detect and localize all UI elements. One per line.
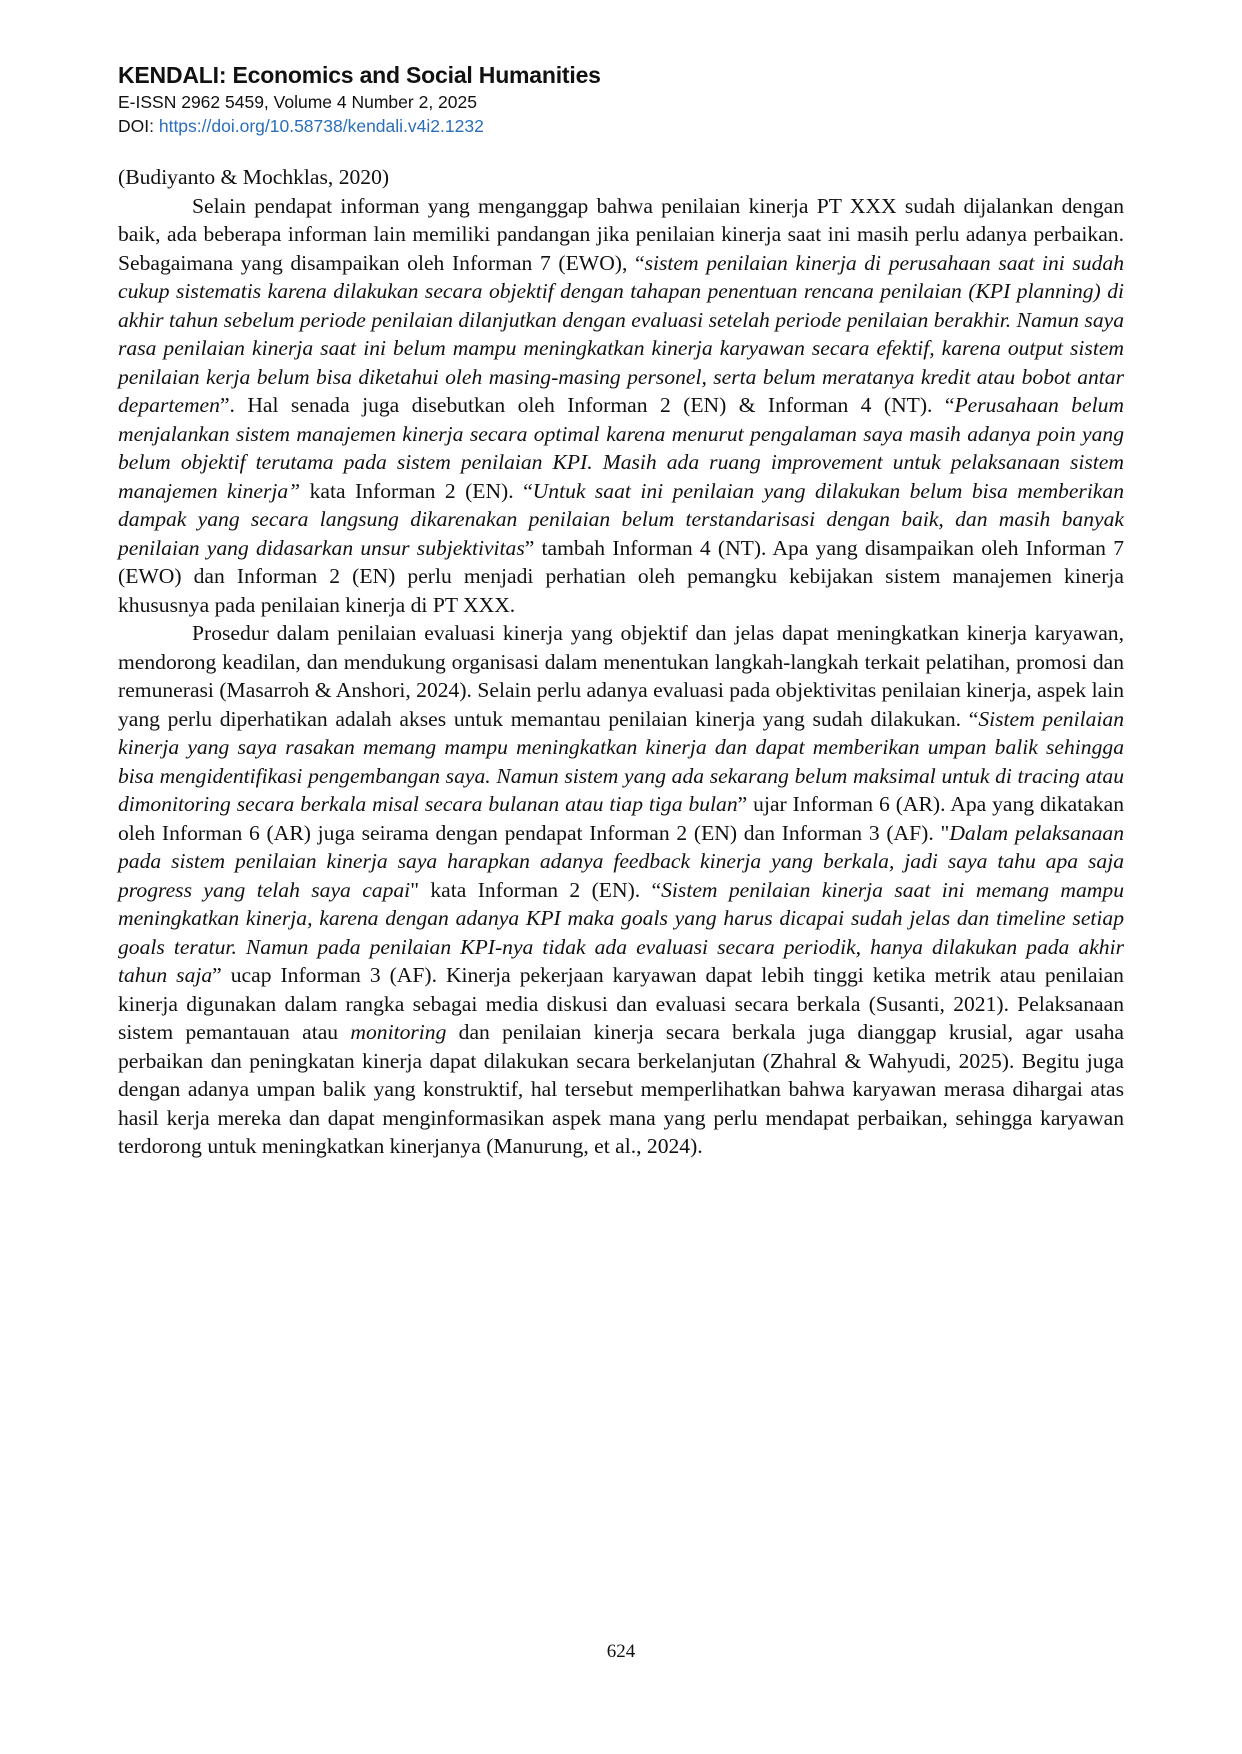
doi-link[interactable]: https://doi.org/10.58738/kendali.v4i2.1232 [158, 116, 484, 136]
p1-quote-1: sistem penilaian kinerja di perusahaan saat ini sudah cukup sistematis karena dilakukan secara objektif dengan tahapan penentuan rencana penilaian (KPI planning) di akhir tahun sebelum periode penilaian dilanjutkan dengan evaluasi setelah periode penilaian berakhir. Namun saya rasa penilaian kinerja saat ini belum mampu meningkatkan kinerja karyawan secara efektif, karena output sistem penilaian kerja belum bisa diketahui oleh masing-masing personel, serta belum meratanya kredit atau bobot antar departemen [118, 250, 1124, 417]
p1-text-3: kata Informan 2 (EN). “ [300, 478, 533, 503]
page-number: 624 [606, 1641, 636, 1662]
paragraph-2 [118, 619, 1124, 1161]
p2-quote-2: Dalam pelaksanaan pada sistem penilaian kinerja saya harapkan adanya feedback kinerja yang berkala, jadi saya tahu apa saja progress yang telah saya capai [118, 820, 1124, 902]
p1-quote-3: Untuk saat ini penilaian yang dilakukan belum bisa memberikan dampak yang secara langsung dikarenakan penilaian belum terstandarisasi dengan baik, dan masih banyak penilaian yang didasarkan unsur subjektivitas [118, 478, 1125, 560]
citation-line: (Budiyanto & Mochklas, 2020) [118, 165, 390, 189]
p2-text-4: ” ucap Informan 3 (AF). Kinerja pekerjaan karyawan dapat lebih tinggi ketika metrik atau penilaian kinerja digunakan dalam rangka sebagai media diskusi dan evaluasi secara berkala (Susanti, 2021). Pelaksanaan sistem pemantauan atau [118, 963, 1124, 1044]
p1-quote-2: Perusahaan belum menjalankan sistem manajemen kinerja secara optimal karena menurut pengalaman saya masih adanya poin yang belum objektif terutama pada sistem penilaian KPI. Masih ada ruang improvement untuk pelaksanaan sistem manajemen kinerja” [118, 393, 1124, 503]
p2-italic-monitoring: monitoring [350, 1020, 447, 1044]
p2-text-1: Prosedur dalam penilaian evaluasi kinerja yang objektif dan jelas dapat meningkatkan kinerja karyawan, mendorong keadilan, dan mendukung organisasi dalam menentukan langkah-langkah terkait pelatihan, promosi dan remunerasi (Masarroh & Anshori, 2024). Selain perlu adanya evaluasi pada objektivitas penilaian kinerja, aspek lain yang perlu diperhatikan adalah akses untuk memantau penilaian kinerja yang sudah dilakukan. “ [118, 621, 1124, 731]
issn-line: E-ISSN 2962 5459, Volume 4 Number 2, 2025 [118, 92, 477, 112]
p2-text-2: ” ujar Informan 6 (AR). Apa yang dikatakan oleh Informan 6 (AR) juga seirama dengan pendapat Informan 2 (EN) dan Informan 3 (AF). " [118, 792, 1124, 845]
p1-text-4: ” tambah Informan 4 (NT). Apa yang disampaikan oleh Informan 7 (EWO) dan Informan 2 (EN) perlu menjadi perhatian oleh pemangku kebijakan sistem manajemen kinerja khususnya pada penilaian kinerja di PT XXX. [118, 535, 1124, 617]
p2-quote-1: Sistem penilaian kinerja yang saya rasakan memang mampu meningkatkan kinerja dan dapat memberikan umpan balik sehingga bisa mengidentifikasi pengembangan saya. Namun sistem yang ada sekarang belum maksimal untuk di tracing atau dimonitoring secara berkala misal secara bulanan atau tiap tiga bulan [118, 706, 1124, 816]
paragraph-1 [118, 192, 1124, 620]
doi-label: DOI: [118, 116, 159, 136]
p1-text-1: Selain pendapat informan yang menganggap bahwa penilaian kinerja PT XXX sudah dijalankan dengan baik, ada beberapa informan lain memiliki pandangan jika penilaian kinerja saat ini masih perlu adanya perbaikan. Sebagaimana yang disampaikan oleh Informan 7 (EWO), “ [118, 193, 1124, 275]
p1-text-2: ”. Hal senada juga disebutkan oleh Informan 2 (EN) & Informan 4 (NT). “ [219, 393, 955, 417]
p2-quote-3: Sistem penilaian kinerja saat ini memang mampu meningkatkan kinerja, karena dengan adanya KPI maka goals yang harus dicapai sudah jelas dan timeline setiap goals teratur. Namun pada penilaian KPI-nya tidak ada evaluasi secara periodik, hanya dilakukan pada akhir tahun saja [118, 877, 1124, 987]
journal-title: KENDALI: Economics and Social Humanities [118, 62, 601, 88]
journal-header [118, 60, 1018, 138]
article-body [118, 163, 1124, 1161]
p2-text-3: " kata Informan 2 (EN). “ [410, 877, 662, 902]
p2-text-5: dan penilaian kinerja secara berkala juga dianggap krusial, agar usaha perbaikan dan peningkatan kinerja dapat dilakukan secara berkelanjutan (Zhahral & Wahyudi, 2025). Begitu juga dengan adanya umpan balik yang konstruktif, hal tersebut memperlihatkan bahwa karyawan merasa dihargai atas hasil kerja mereka dan dapat menginformasikan aspek mana yang perlu mendapat perbaikan, sehingga karyawan terdorong untuk meningkatkan kinerjanya (Manurung, et al., 2024). [118, 1020, 1124, 1158]
doi-line [118, 114, 1018, 138]
